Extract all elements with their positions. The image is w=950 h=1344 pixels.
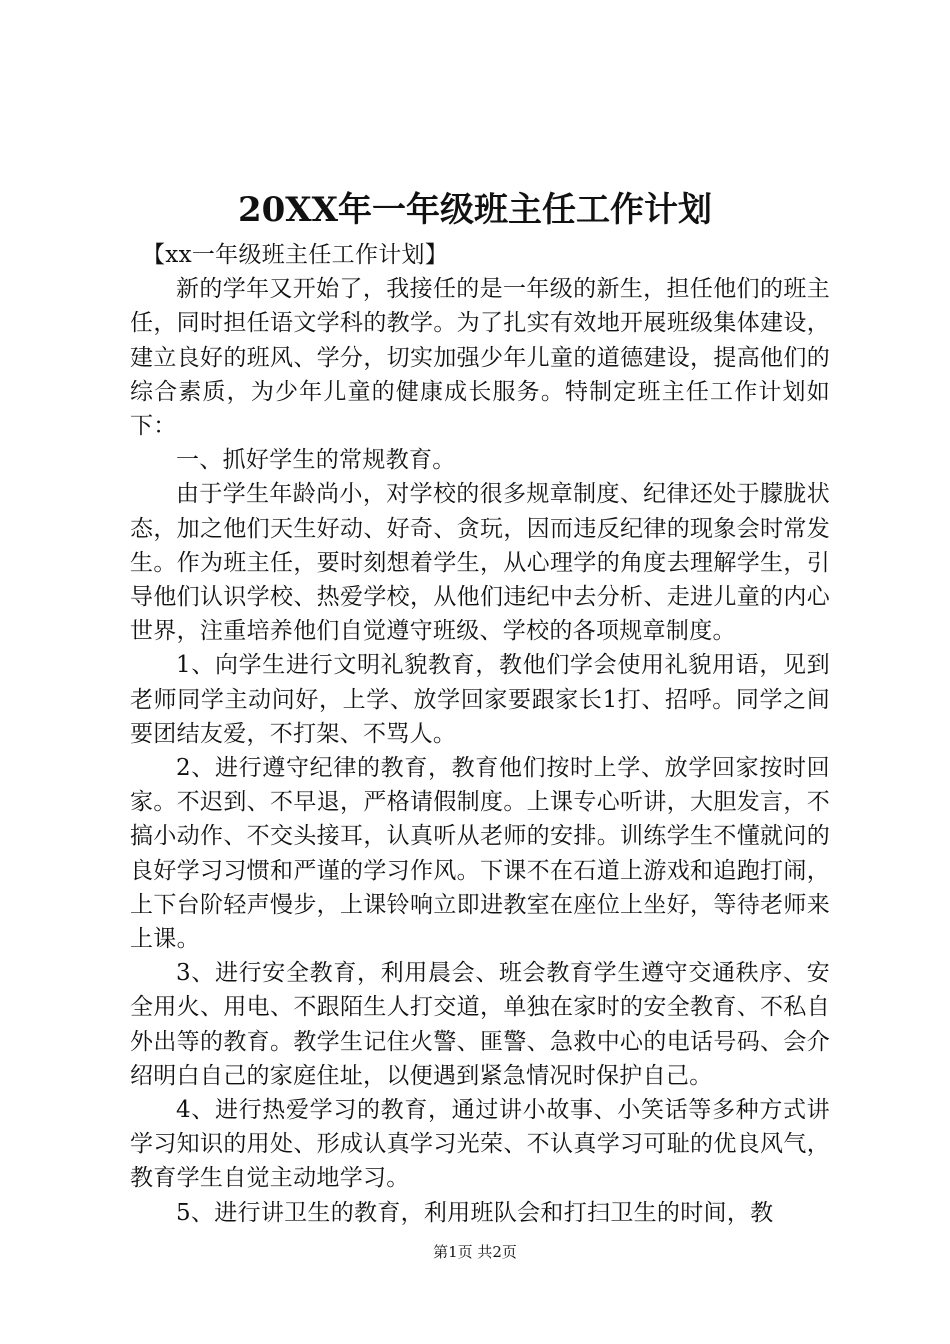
page-footer: 第1页 共2页 bbox=[433, 1243, 517, 1261]
list-item-5: 5、进行讲卫生的教育，利用班队会和打扫卫生的时间，教 bbox=[176, 1199, 774, 1226]
list-item-3: 3、进行安全教育，利用晨会、班会教育学生遵守交通秩序、安全用火、用电、不跟陌生人打交道，单独在家时的安全教育、不私自外出等的教育。教学生记住火警、匪警、急救中心的电话号码、会介绍明白自己的家庭住址，以便遇到紧急情况时保护自己。 bbox=[130, 960, 830, 1089]
paragraph-intro: 新的学年又开始了，我接任的是一年级的新生，担任他们的班主任，同时担任语文学科的教学。为了扎实有效地开展班级集体建设，建立良好的班风、学分，切实加强少年儿童的道德建设，提高他们的综合素质，为少年儿童的健康成长服务。特制定班主任工作计划如下： bbox=[130, 276, 830, 440]
list-item-4: 4、进行热爱学习的教育，通过讲小故事、小笑话等多种方式讲学习知识的用处、形成认真学习光荣、不认真学习可耻的优良风气，教育学生自觉主动地学习。 bbox=[130, 1097, 830, 1192]
list-item-1: 1、向学生进行文明礼貌教育，教他们学会使用礼貌用语，见到老师同学主动问好，上学、放学回家要跟家长1打、招呼。同学之间要团结友爱，不打架、不骂人。 bbox=[130, 652, 830, 747]
document-body bbox=[130, 238, 830, 1230]
document-title: 20XX年一年级班主任工作计划 bbox=[237, 190, 713, 230]
paragraph-section-1: 由于学生年龄尚小，对学校的很多规章制度、纪律还处于朦胧状态，加之他们天生好动、好奇、贪玩，因而违反纪律的现象会时常发生。作为班主任，要时刻想着学生，从心理学的角度去理解学生，引导他们认识学校、热爱学校，从他们违纪中去分析、走进儿童的内心世界，注重培养他们自觉遵守班级、学校的各项规章制度。 bbox=[130, 481, 830, 645]
list-item-2: 2、进行遵守纪律的教育，教育他们按时上学、放学回家按时回家。不迟到、不早退，严格请假制度。上课专心听讲，大胆发言，不搞小动作、不交头接耳，认真听从老师的安排。训练学生不懂就问的良好学习习惯和严谨的学习作风。下课不在石道上游戏和追跑打闹，上下台阶轻声慢步，上课铃响立即进教室在座位上坐好，等待老师来上课。 bbox=[130, 755, 830, 953]
section-heading-1: 一、抓好学生的常规教育。 bbox=[176, 447, 456, 474]
document-subtitle: 【xx一年级班主任工作计划】 bbox=[142, 242, 449, 268]
